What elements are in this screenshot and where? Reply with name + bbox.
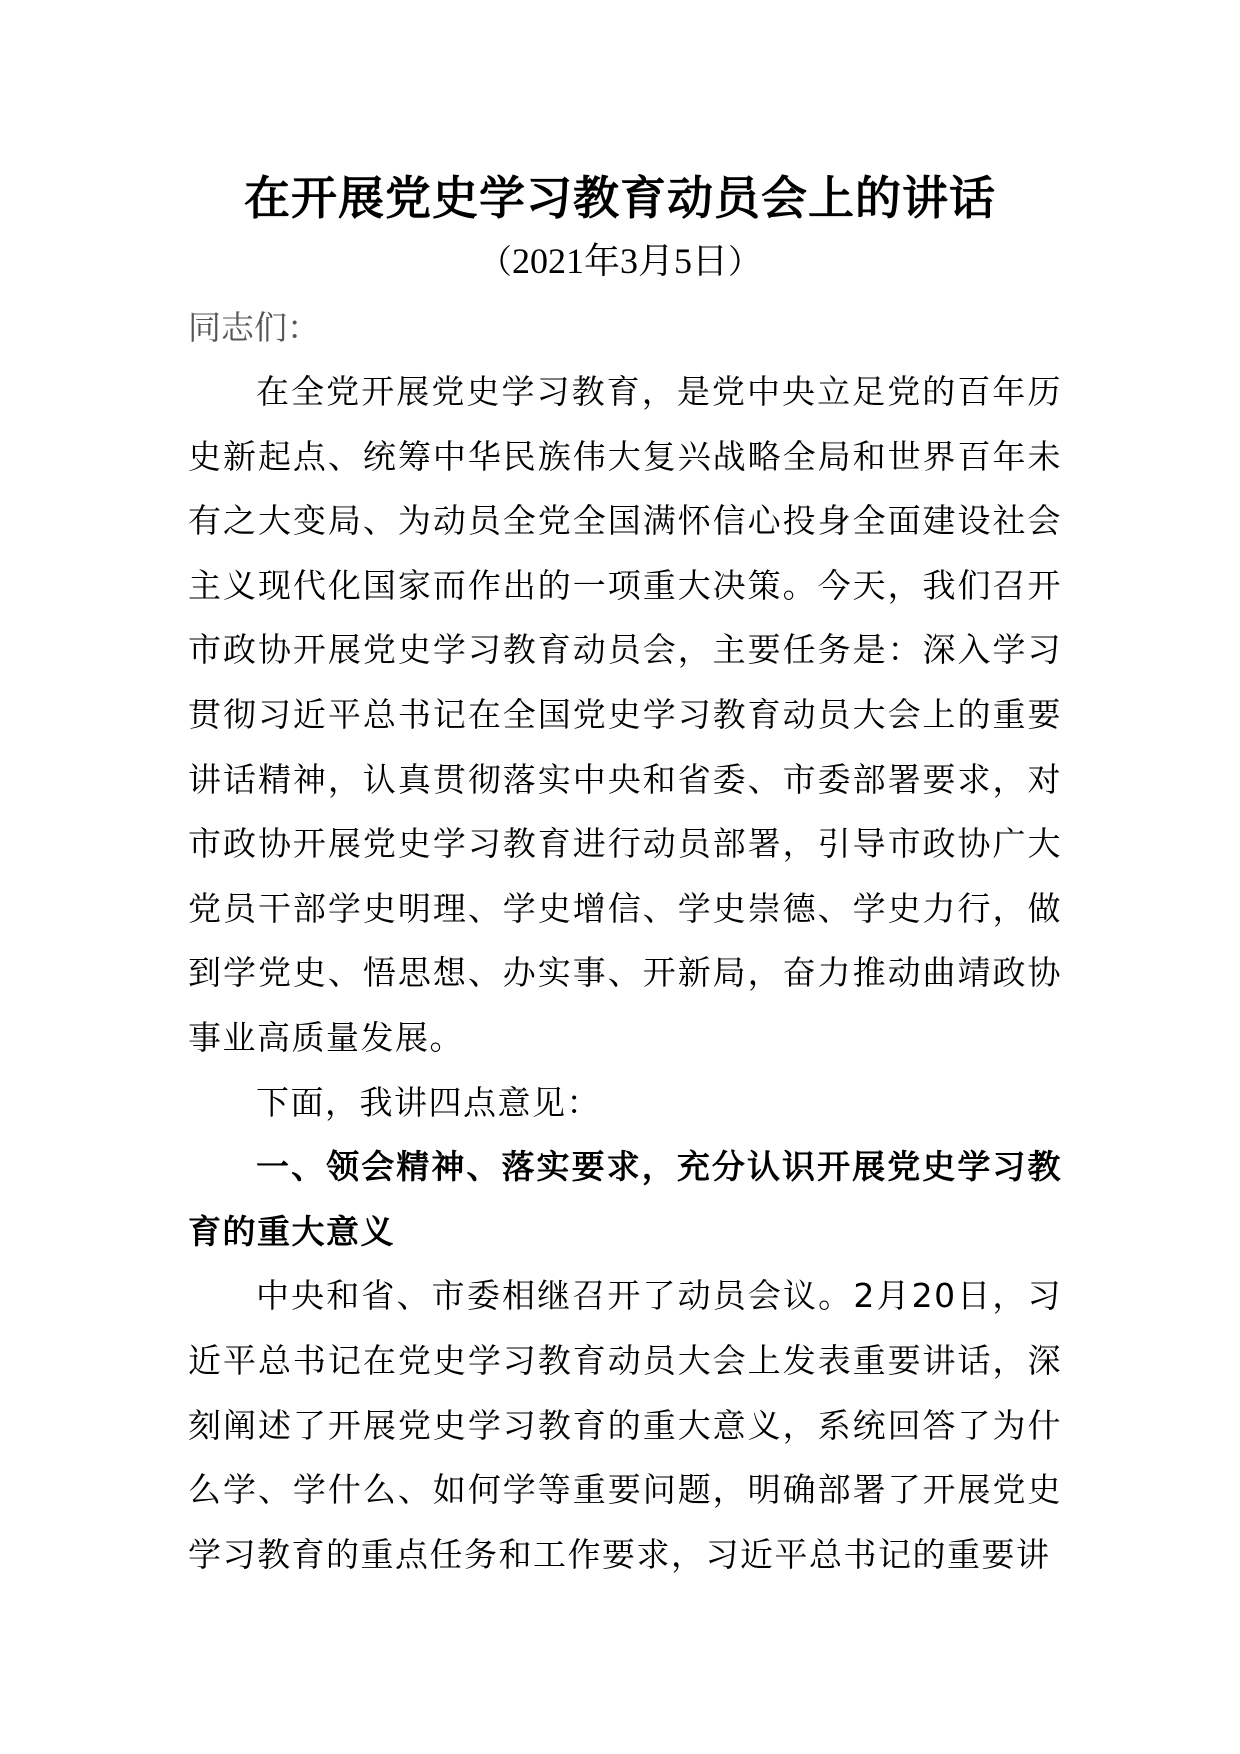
section-heading-1: 一、领会精神、落实要求，充分认识开展党史学习教育的重大意义 [188,1147,1062,1251]
date-open-paren: （ [478,242,512,281]
date-text: 2021年3月5日 [511,241,728,281]
paragraph-intro: 在全党开展党史学习教育，是党中央立足党的百年历史新起点、统筹中华民族伟大复兴战略全局和世界百年未有之大变局、为动员全党全国满怀信心投身全面建设社会主义现代化国家而作出的一项重大决策。今天，我们召开市政协开展党史学习教育动员会，主要任务是：深入学习贯彻习近平总书记在全国党史学习教育动员大会上的重要讲话精神，认真贯彻落实中央和省委、市委部署要求，对市政协开展党史学习教育进行动员部署，引导市政协广大党员干部学史明理、学史增信、学史崇德、学史力行，做到学党史、悟思想、办实事、开新局，奋力推动曲靖政协事业高质量发展。 [188,372,1062,1057]
paragraph-section-1: 中央和省、市委相继召开了动员会议。2月20日，习近平总书记在党史学习教育动员大会上发表重要讲话，深刻阐述了开展党史学习教育的重大意义，系统回答了为什么学、学什么、如何学等重要问题，明确部署了开展党史学习教育的重点任务和工作要求，习近平总书记的重要讲 [188,1276,1062,1574]
document-date [120,236,1120,287]
salutation: 同志们： [188,308,320,347]
document-body [188,360,1062,1587]
date-close-paren: ） [728,242,761,281]
paragraph-transition: 下面，我讲四点意见： [256,1082,601,1122]
document-title: 在开展党史学习教育动员会上的讲话 [244,171,996,225]
